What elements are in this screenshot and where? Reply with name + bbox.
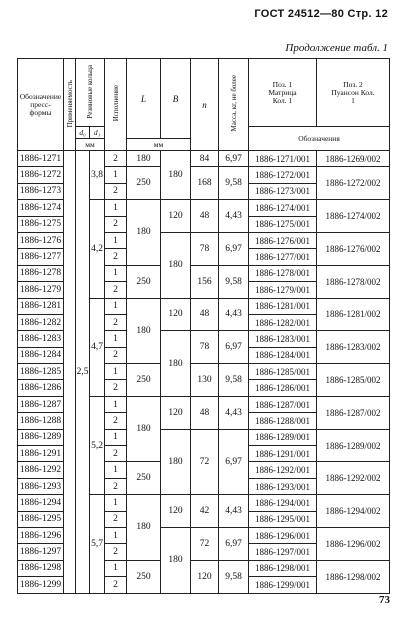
header-designations: Обозначения <box>249 127 390 151</box>
cell-mass: 9,58 <box>219 560 249 593</box>
cell-matrix: 1886-1286/001 <box>249 380 317 396</box>
cell-punch: 1886-1283/002 <box>317 331 390 364</box>
cell-punch: 1886-1281/002 <box>317 298 390 331</box>
cell-designation: 1886-1279 <box>18 282 64 298</box>
cell-d0: 2,5 <box>76 151 90 594</box>
cell-designation: 1886-1272 <box>18 167 64 183</box>
cell-B: 180 <box>161 331 191 397</box>
cell-version: 1 <box>105 396 127 412</box>
cell-version: 2 <box>105 446 127 462</box>
cell-version: 1 <box>105 298 127 314</box>
cell-n: 130 <box>191 364 219 397</box>
cell-version: 1 <box>105 364 127 380</box>
header-L: L <box>127 59 161 139</box>
cell-designation: 1886-1271 <box>18 151 64 167</box>
table-continuation-caption: Продолжение табл. 1 <box>285 42 388 54</box>
cell-B: 120 <box>161 396 191 429</box>
cell-n: 78 <box>191 232 219 265</box>
cell-designation: 1886-1276 <box>18 232 64 248</box>
cell-designation: 1886-1294 <box>18 495 64 511</box>
mold-table <box>17 58 390 594</box>
cell-designation: 1886-1295 <box>18 511 64 527</box>
cell-B: 180 <box>161 232 191 298</box>
cell-designation: 1886-1289 <box>18 429 64 445</box>
cell-version: 1 <box>105 232 127 248</box>
cell-version: 2 <box>105 347 127 363</box>
cell-matrix: 1886-1271/001 <box>249 151 317 167</box>
cell-L: 250 <box>127 265 161 298</box>
cell-version: 2 <box>105 544 127 560</box>
cell-n: 48 <box>191 298 219 331</box>
cell-B: 120 <box>161 495 191 528</box>
cell-matrix: 1886-1289/001 <box>249 429 317 445</box>
header-units-mm1: мм <box>76 139 105 151</box>
cell-version: 2 <box>105 216 127 232</box>
header-n: n <box>191 59 219 151</box>
cell-matrix: 1886-1299/001 <box>249 577 317 593</box>
cell-matrix: 1886-1284/001 <box>249 347 317 363</box>
cell-designation: 1886-1287 <box>18 396 64 412</box>
cell-n: 120 <box>191 560 219 593</box>
cell-designation: 1886-1285 <box>18 364 64 380</box>
cell-B: 180 <box>161 429 191 495</box>
cell-n: 42 <box>191 495 219 528</box>
cell-matrix: 1886-1298/001 <box>249 560 317 576</box>
table-row <box>18 151 390 167</box>
cell-matrix: 1886-1296/001 <box>249 527 317 543</box>
cell-matrix: 1886-1281/001 <box>249 298 317 314</box>
cell-designation: 1886-1292 <box>18 462 64 478</box>
cell-punch: 1886-1278/002 <box>317 265 390 298</box>
cell-version: 1 <box>105 429 127 445</box>
cell-matrix: 1886-1275/001 <box>249 216 317 232</box>
cell-designation: 1886-1277 <box>18 249 64 265</box>
cell-version: 1 <box>105 167 127 183</box>
cell-L: 180 <box>127 200 161 266</box>
cell-mass: 9,58 <box>219 265 249 298</box>
cell-n: 156 <box>191 265 219 298</box>
cell-punch: 1886-1274/002 <box>317 200 390 233</box>
cell-matrix: 1886-1282/001 <box>249 314 317 330</box>
cell-B: 180 <box>161 151 191 200</box>
cell-mass: 9,58 <box>219 364 249 397</box>
cell-matrix: 1886-1276/001 <box>249 232 317 248</box>
cell-L: 250 <box>127 364 161 397</box>
cell-designation: 1886-1286 <box>18 380 64 396</box>
cell-n: 78 <box>191 331 219 364</box>
cell-L: 250 <box>127 560 161 593</box>
cell-n: 48 <box>191 396 219 429</box>
header-version: Исполнение <box>105 59 127 151</box>
cell-version: 1 <box>105 527 127 543</box>
cell-version: 2 <box>105 380 127 396</box>
header-d0: d₀ <box>76 127 90 139</box>
cell-mass: 6,97 <box>219 429 249 495</box>
cell-designation: 1886-1291 <box>18 446 64 462</box>
cell-mass: 4,43 <box>219 495 249 528</box>
cell-version: 2 <box>105 151 127 167</box>
cell-version: 1 <box>105 265 127 281</box>
page-number: 73 <box>379 594 390 606</box>
cell-version: 1 <box>105 462 127 478</box>
cell-L: 250 <box>127 167 161 200</box>
cell-version: 1 <box>105 495 127 511</box>
cell-matrix: 1886-1295/001 <box>249 511 317 527</box>
header-pos1: Поз. 1 Матрица Кол. 1 <box>249 59 317 127</box>
cell-mass: 4,43 <box>219 298 249 331</box>
cell-designation: 1886-1284 <box>18 347 64 363</box>
cell-version: 2 <box>105 577 127 593</box>
cell-designation: 1886-1293 <box>18 478 64 494</box>
cell-matrix: 1886-1292/001 <box>249 462 317 478</box>
cell-version: 1 <box>105 200 127 216</box>
cell-d1: 5,2 <box>90 396 105 494</box>
cell-n: 72 <box>191 527 219 560</box>
cell-punch: 1886-1287/002 <box>317 396 390 429</box>
cell-mass: 4,43 <box>219 396 249 429</box>
cell-n: 84 <box>191 151 219 167</box>
cell-mass: 9,58 <box>219 167 249 200</box>
cell-d1: 5,7 <box>90 495 105 593</box>
cell-L: 250 <box>127 462 161 495</box>
cell-version: 1 <box>105 331 127 347</box>
cell-punch: 1886-1294/002 <box>317 495 390 528</box>
cell-matrix: 1886-1293/001 <box>249 478 317 494</box>
cell-version: 2 <box>105 511 127 527</box>
cell-n: 48 <box>191 200 219 233</box>
cell-matrix: 1886-1272/001 <box>249 167 317 183</box>
cell-L: 180 <box>127 396 161 462</box>
cell-designation: 1886-1297 <box>18 544 64 560</box>
cell-L: 180 <box>127 298 161 364</box>
cell-d1: 4,7 <box>90 298 105 396</box>
header-units-mm2: мм <box>127 139 191 151</box>
header-B: B <box>161 59 191 139</box>
cell-designation: 1886-1298 <box>18 560 64 576</box>
header-applicability: Применяемость <box>64 59 76 151</box>
cell-d1: 3,8 <box>90 151 105 200</box>
cell-B: 120 <box>161 298 191 331</box>
cell-L: 180 <box>127 151 161 167</box>
cell-punch: 1886-1269/002 <box>317 151 390 167</box>
cell-mass: 6,97 <box>219 232 249 265</box>
cell-n: 168 <box>191 167 219 200</box>
header-mass: Масса, кг, не более <box>219 59 249 151</box>
cell-matrix: 1886-1279/001 <box>249 282 317 298</box>
cell-designation: 1886-1299 <box>18 577 64 593</box>
cell-designation: 1886-1282 <box>18 314 64 330</box>
cell-punch: 1886-1298/002 <box>317 560 390 593</box>
cell-L: 180 <box>127 495 161 561</box>
cell-n: 72 <box>191 429 219 495</box>
cell-version: 2 <box>105 249 127 265</box>
cell-punch: 1886-1276/002 <box>317 232 390 265</box>
cell-matrix: 1886-1297/001 <box>249 544 317 560</box>
cell-matrix: 1886-1277/001 <box>249 249 317 265</box>
page-header: ГОСТ 24512—80 Стр. 12 <box>254 8 388 20</box>
header-pos2: Поз. 2 Пуансон Кол. 1 <box>317 59 390 127</box>
cell-punch: 1886-1292/002 <box>317 462 390 495</box>
cell-mass: 6,97 <box>219 331 249 364</box>
cell-designation: 1886-1274 <box>18 200 64 216</box>
header-designation: Обозначение пресс-формы <box>18 59 64 151</box>
cell-d1: 4,2 <box>90 200 105 298</box>
cell-punch: 1886-1285/002 <box>317 364 390 397</box>
cell-designation: 1886-1273 <box>18 183 64 199</box>
cell-matrix: 1886-1283/001 <box>249 331 317 347</box>
cell-version: 2 <box>105 478 127 494</box>
cell-version: 2 <box>105 282 127 298</box>
cell-designation: 1886-1275 <box>18 216 64 232</box>
header-d1: d₁ <box>90 127 105 139</box>
cell-mass: 6,97 <box>219 151 249 167</box>
cell-B: 120 <box>161 200 191 233</box>
cell-punch: 1886-1296/002 <box>317 527 390 560</box>
cell-punch: 1886-1289/002 <box>317 429 390 462</box>
cell-version: 2 <box>105 183 127 199</box>
cell-designation: 1886-1288 <box>18 413 64 429</box>
cell-designation: 1886-1283 <box>18 331 64 347</box>
cell-matrix: 1886-1278/001 <box>249 265 317 281</box>
cell-version: 2 <box>105 413 127 429</box>
cell-mass: 6,97 <box>219 527 249 560</box>
cell-matrix: 1886-1274/001 <box>249 200 317 216</box>
cell-applicability <box>64 151 76 594</box>
header-rubber-rings: Резиновые кольца <box>76 59 105 127</box>
cell-designation: 1886-1278 <box>18 265 64 281</box>
cell-designation: 1886-1296 <box>18 527 64 543</box>
cell-matrix: 1886-1288/001 <box>249 413 317 429</box>
cell-matrix: 1886-1287/001 <box>249 396 317 412</box>
cell-version: 1 <box>105 560 127 576</box>
cell-matrix: 1886-1294/001 <box>249 495 317 511</box>
cell-mass: 4,43 <box>219 200 249 233</box>
cell-version: 2 <box>105 314 127 330</box>
cell-matrix: 1886-1273/001 <box>249 183 317 199</box>
cell-matrix: 1886-1291/001 <box>249 446 317 462</box>
cell-punch: 1886-1272/002 <box>317 167 390 200</box>
cell-matrix: 1886-1285/001 <box>249 364 317 380</box>
cell-designation: 1886-1281 <box>18 298 64 314</box>
table-body <box>18 151 390 594</box>
cell-B: 180 <box>161 527 191 593</box>
